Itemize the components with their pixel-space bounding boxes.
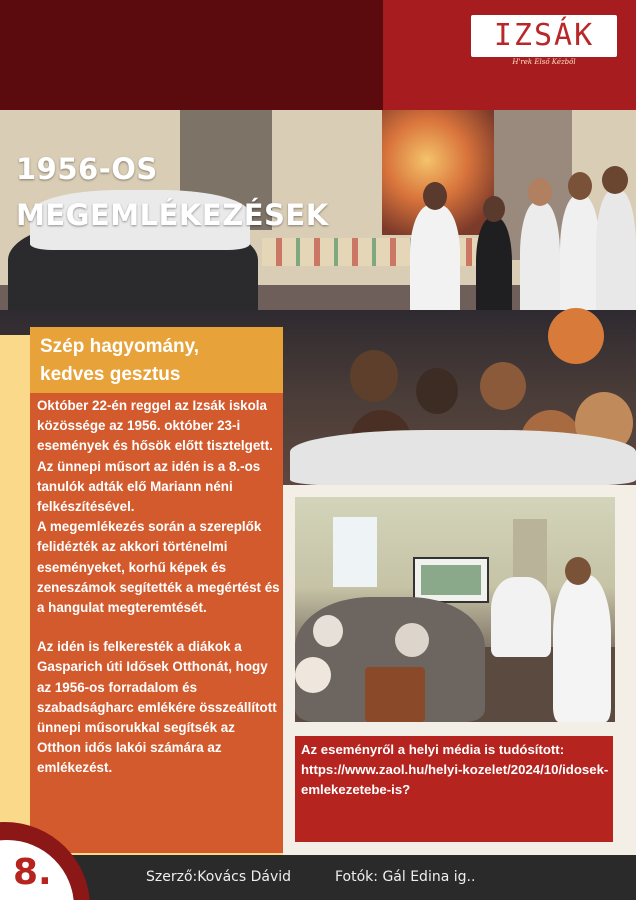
logo-text: IZSÁK [493,18,595,53]
photo-person [491,577,551,657]
photo-person [410,205,460,325]
photo-person-head [483,196,505,222]
photo-person-head [528,178,552,206]
photo-audience-body [290,430,636,485]
photo-person-head [568,172,592,200]
photo-person [553,575,611,722]
page-title [16,146,329,238]
photo-audience-head [416,368,458,414]
title-line: MEGEMLÉKEZÉSEK [16,198,329,232]
article-paragraph: Október 22-én reggel az Izsák iskola közössége az 1956. október 23-i események és hősök előtt tisztelgett. Az ünnepi műsort az idén is a 8.-os tanulók adták elő Mariann néni felkészítésével. A megemlékezés során a szereplők felidézték az akkori történelmi eseményeket, korhű képek és zeneszámok segítették a megértést és a hangulat megteremtését. [37,398,280,616]
page-number: 8. [13,852,52,893]
side-strip [0,335,30,855]
photo-person-head [565,557,591,585]
photo-chair [365,667,425,722]
article-paragraph: Az idén is felkeresték a diákok a Gasparich úti Idősek Otthonát, hogy az 1956-os forradalom és szabadságharc emlékére összeállított ünnepi műsorukkal segítsék az Otthon idős lakói számára az emlékezést. [37,639,277,776]
photo-projector-screen [413,557,489,603]
article-body [37,396,281,779]
photo-audience-head [350,350,398,402]
footer-bar [0,855,636,900]
photo-person [596,190,636,330]
photo-audience-head [548,308,604,364]
article-subhead: Szép hagyomány, kedves gesztus [40,336,200,385]
photo-audience-head [480,362,526,410]
photo-window [333,517,377,587]
logo-tagline: H'rek Első Kézből [512,58,576,66]
photo-person-head [602,166,628,194]
photo-ornament [262,238,502,266]
photo-audience-head [395,623,429,657]
photo-audience-head [295,657,331,693]
header-band-dark [0,0,383,110]
author-credit: Szerző:Kovács Dávid [146,869,292,885]
nursing-home-photo [295,497,615,722]
photo-credit: Fotók: Gál Edina ig.. [335,869,476,885]
photo-audience-head [313,615,343,647]
media-note: Az eseményről a helyi média is tudósított: https://www.zaol.hu/helyi-kozelet/2024/10/idosek-emlekezetebe-is? [301,742,609,797]
title-line: 1956-OS [16,152,158,186]
logo [471,15,617,57]
photo-person-head [423,182,447,210]
